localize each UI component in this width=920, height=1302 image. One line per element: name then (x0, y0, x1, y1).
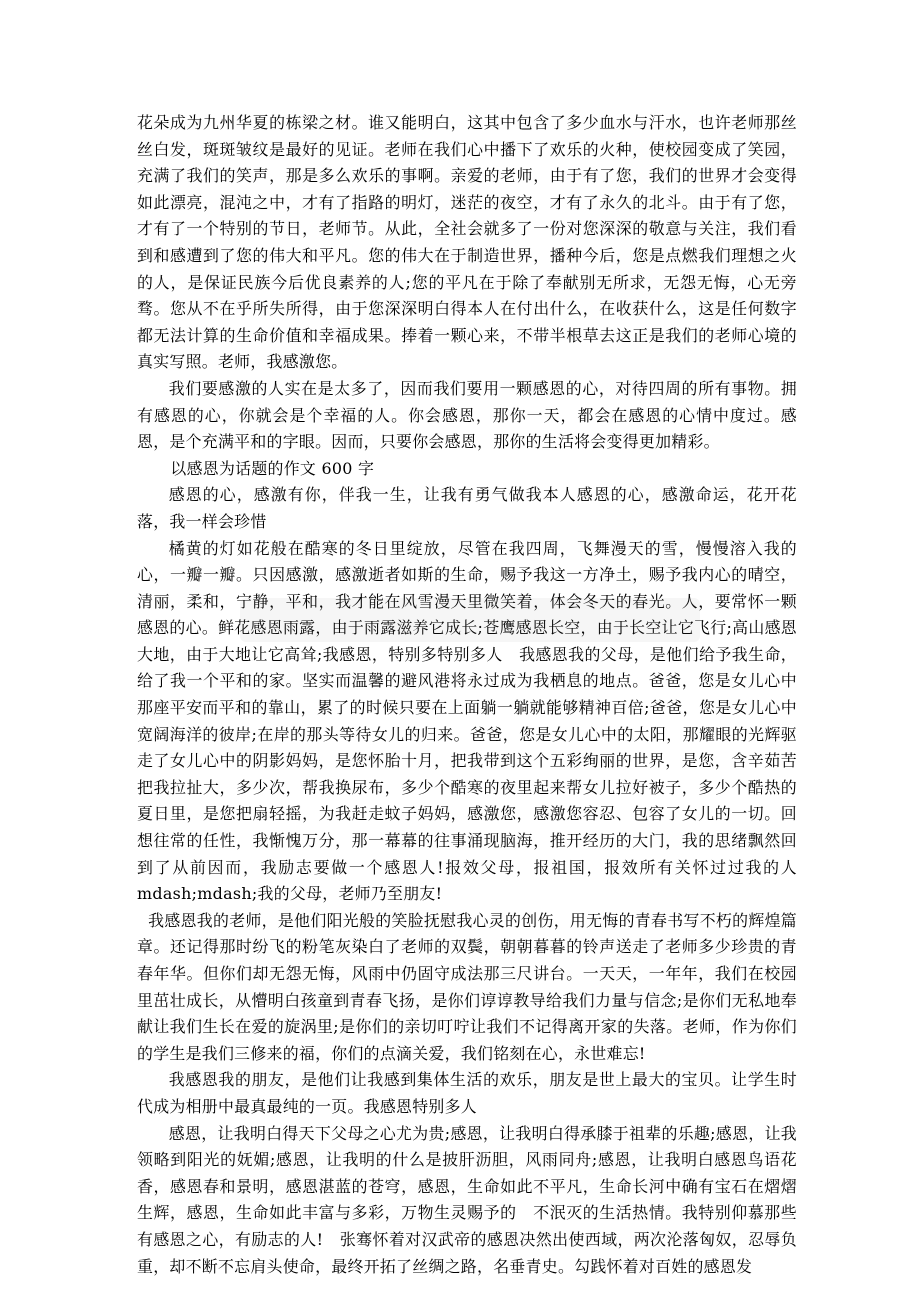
body-paragraph: 我感恩我的老师，是他们阳光般的笑脸抚慰我心灵的创伤，用无悔的青春书写不朽的辉煌篇章。还记得那时纷飞的粉笔灰染白了老师的双鬓，朝朝暮暮的铃声送走了老师多少珍贵的青春年华。但你们却无怨无悔，风雨中仍固守成法那三尺讲台。一天天，一年年，我们在校园里茁壮成长，从懵明白孩童到青春飞扬，是你们谆谆教导给我们力量与信念;是你们无私地奉献让我们生长在爱的旋涡里;是你们的亲切叮咛让我们不记得离开家的失落。老师，作为你们的学生是我们三修来的福，你们的点滴关爱，我们铭刻在心，永世难忘! (137, 910, 797, 1063)
body-paragraph: 感恩，让我明白得天下父母之心尤为贵;感恩，让我明白得承膝于祖辈的乐趣;感恩，让我领略到阳光的妩媚;感恩，让我明的什么是披肝沥胆，风雨同舟;感恩，让我明白感恩鸟语花香，感恩春和景明，感恩湛蓝的苍穹，感恩，生命如此不平凡，生命长河中确有宝石在熠熠生辉，感恩，生命如此丰富与多彩，万物生灵赐予的 不泯灭的生活热情。我特别仰慕那些有感恩之心，有励志的人! 张骞怀着对汉武帝的感恩决然出使西域，两次沦落匈奴，忍辱负重，却不断不忘肩头使命，最终开拓了丝绸之路，名垂青史。勾践怀着对百姓的感恩发 (137, 1123, 797, 1276)
essay-title: 以感恩为话题的作文 600 字 (170, 458, 375, 478)
body-paragraph: 我们要感激的人实在是太多了，因而我们要用一颗感恩的心，对待四周的所有事物。拥有感恩的心，你就会是个幸福的人。你会感恩，那你一天，都会在感恩的心情中度过。感恩，是个充满平和的字眼。因而，只要你会感恩，那你的生活将会变得更加精彩。 (137, 378, 797, 452)
body-paragraph: 花朵成为九州华夏的栋梁之材。谁又能明白，这其中包含了多少血水与汗水，也许老师那丝丝白发，斑斑皱纹是最好的见证。老师在我们心中播下了欢乐的火种，使校园变成了笑园，充满了我们的笑声，那是多么欢乐的事啊。亲爱的老师，由于有了您，我们的世界才会变得如此漂亮，混沌之中，才有了指路的明灯，迷茫的夜空，才有了永久的北斗。由于有了您，才有了一个特别的节日，老师节。从此，全社会就多了一份对您深深的敬意与关注，我们看到和感遭到了您的伟大和平凡。您的伟大在于制造世界，播种今后，您是点燃我们理想之火的人，是保证民族今后优良素养的人;您的平凡在于除了奉献别无所求，无怨无悔，心无旁骛。您从不在乎所失所得，由于您深深明白得本人在付出什么，在收获什么，这是任何数字都无法计算的生命价值和幸福成果。捧着一颗心来，不带半根草去这正是我们的老师心境的真实写照。老师，我感激您。 (137, 113, 797, 372)
document-page (137, 110, 797, 1280)
body-paragraph: 橘黄的灯如花般在酷寒的冬日里绽放，尽管在我四周，飞舞漫天的雪，慢慢溶入我的心，一瓣一瓣。只因感激，感激逝者如斯的生命，赐予我这一方净土，赐予我内心的晴空，清丽，柔和，宁静，平和，我才能在风雪漫天里微笑着，体会冬天的春光。人，要常怀一颗感恩的心。鲜花感恩雨露，由于雨露滋养它成长;苍鹰感恩长空，由于长空让它飞行;高山感恩大地，由于大地让它高耸;我感恩，特别多特别多人 我感恩我的父母，是他们给予我生命，给了我一个平和的家。坚实而温馨的避风港将永过成为我栖息的地点。爸爸，您是女儿心中那座平安而平和的靠山，累了的时候只要在上面躺一躺就能够精神百倍;爸爸，您是女儿心中宽阔海洋的彼岸;在岸的那头等待女儿的归来。爸爸，您是女儿心中的太阳，那耀眼的光辉驱走了女儿心中的阴影妈妈，是您怀胎十月，把我带到这个五彩绚丽的世界，是您，含辛茹苦把我拉扯大，多少次，帮我换尿布，多少个酷寒的夜里起来帮女儿拉好被子，多少个酷热的夏日里，是您把扇轻摇，为我赶走蚊子妈妈，感激您，感激您容忍、包容了女儿的一切。回想往常的任性，我惭愧万分，那一幕幕的往事涌现脑海，推开经历的大门，我的思绪飘然回到了从前因而，我励志要做一个感恩人!报效父母，报祖国，报效所有关怀过过我的人mdash;mdash;我的父母，老师乃至朋友! (137, 538, 797, 904)
body-paragraph: 感恩的心，感激有你，伴我一生，让我有勇气做我本人感恩的心，感激命运，花开花落，我一样会珍惜 (137, 485, 797, 531)
body-paragraph: 我感恩我的朋友，是他们让我感到集体生活的欢乐，朋友是世上最大的宝贝。让学生时代成为相册中最真最纯的一页。我感恩特别多人 (137, 1070, 797, 1116)
